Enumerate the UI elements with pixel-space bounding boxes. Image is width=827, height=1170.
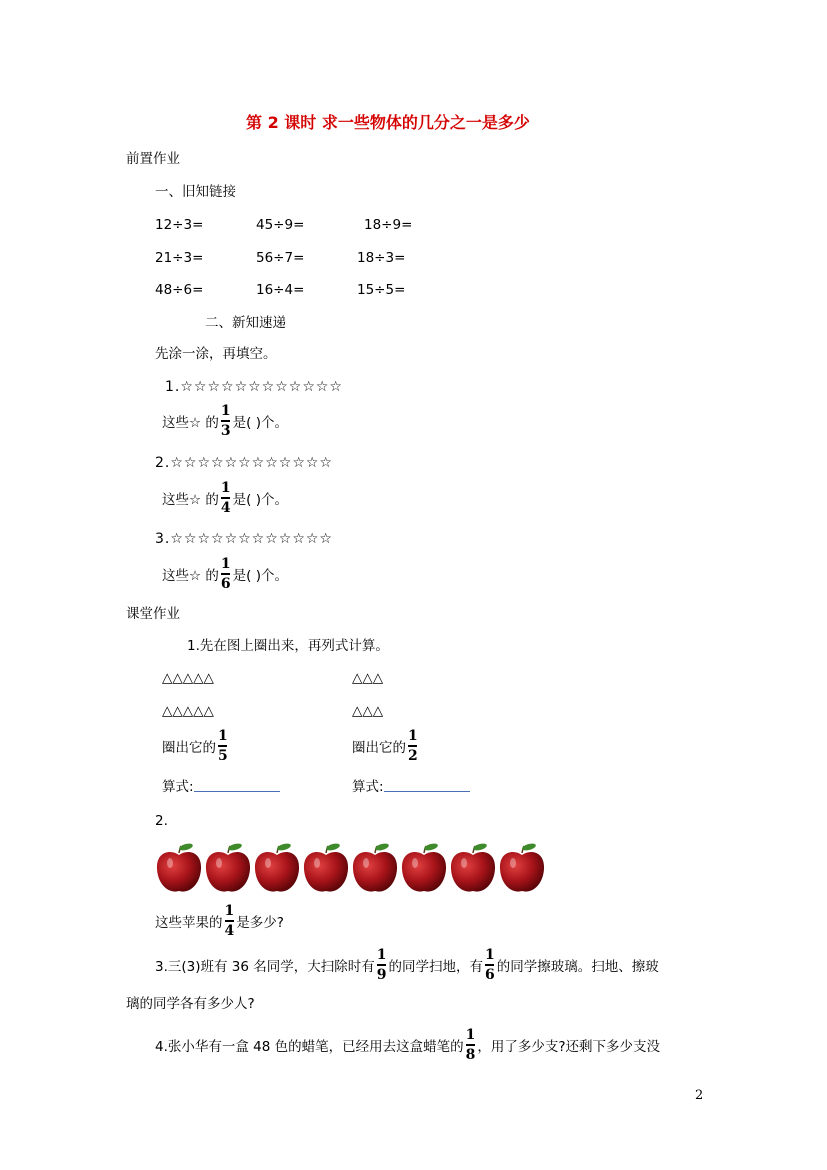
triangles-left-row2: △△△△△: [162, 703, 214, 719]
fraction: [485, 948, 495, 982]
fraction-bar: [377, 964, 386, 966]
apple-icon: [451, 843, 495, 892]
numerator: 1: [218, 728, 228, 744]
answer-blank-text: 是( )个。: [232, 567, 288, 584]
question-text: 3.三(3)班有 36 名同学，大扫除时有: [155, 958, 375, 975]
star-item-number: 1.: [165, 379, 181, 395]
apples-illustration: [155, 843, 550, 895]
denominator: 9: [376, 966, 387, 983]
denominator: 6: [220, 575, 231, 592]
drill-1-3: 18÷9=: [364, 217, 413, 233]
question-text: 的同学扫地，有: [388, 958, 484, 975]
apple-icon: [157, 843, 201, 892]
denominator: 4: [224, 922, 235, 939]
formula-label: 算式:: [352, 779, 384, 795]
formula-left: [162, 781, 280, 795]
denominator: 3: [220, 422, 231, 439]
fraction: [408, 729, 418, 763]
question-text: ，用了多少支?还剩下多少支没: [477, 1038, 661, 1055]
apple-icon: [206, 843, 250, 892]
question-text: 这些☆ 的: [162, 414, 219, 431]
numerator: 1: [408, 728, 418, 744]
formula-answer-line[interactable]: [194, 783, 280, 792]
triangles-right-row1: △△△: [352, 670, 384, 686]
fraction: [466, 1028, 476, 1062]
question-text: 这些☆ 的: [162, 491, 219, 508]
q2-question: [155, 903, 284, 940]
apple-icon: [255, 843, 299, 892]
numerator: 1: [224, 903, 235, 919]
drill-1-1: 12÷3=: [155, 217, 204, 233]
star-question-1: [162, 403, 288, 440]
star-question-3: [162, 556, 288, 593]
q3-line2: 璃的同学各有多少人?: [126, 996, 255, 1012]
drill-1-2: 45÷9=: [256, 217, 305, 233]
drill-3-3: 15÷5=: [357, 282, 406, 298]
numerator: 1: [220, 556, 231, 572]
star-item-1: [165, 380, 343, 394]
numerator: 1: [220, 403, 231, 419]
pre-homework-heading: 前置作业: [126, 151, 180, 167]
denominator: 4: [220, 499, 231, 516]
fraction-bar: [225, 920, 234, 922]
question-text: 4.张小华有一盒 48 色的蜡笔，已经用去这盒蜡笔的: [155, 1038, 464, 1055]
star-question-2: [162, 480, 288, 517]
star-item-2: [155, 456, 333, 470]
page-number: 2: [695, 1088, 704, 1103]
numerator: 1: [485, 947, 495, 963]
fraction: [221, 557, 231, 591]
circle-label-text: 圈出它的: [162, 739, 216, 756]
fraction: [221, 404, 231, 438]
fraction-bar: [408, 745, 417, 747]
section1-heading: 一、旧知链接: [155, 184, 236, 200]
apple-icon: [500, 843, 544, 892]
star-row: ☆☆☆☆☆☆☆☆☆☆☆☆: [170, 455, 333, 471]
numerator: 1: [376, 947, 387, 963]
star-row: ☆☆☆☆☆☆☆☆☆☆☆☆: [180, 379, 343, 395]
drill-3-2: 16÷4=: [256, 282, 305, 298]
circle-label-left: [162, 728, 230, 765]
fraction-bar: [466, 1044, 475, 1046]
formula-label: 算式:: [162, 779, 194, 795]
numerator: 1: [465, 1027, 476, 1043]
drill-2-3: 18÷3=: [357, 250, 406, 266]
triangles-left-row1: △△△△△: [162, 670, 214, 686]
numerator: 1: [220, 480, 231, 496]
fraction: [377, 948, 387, 982]
classwork-heading: 课堂作业: [126, 606, 180, 622]
star-row: ☆☆☆☆☆☆☆☆☆☆☆☆: [170, 531, 333, 547]
star-item-number: 2.: [155, 455, 171, 471]
formula-right: [352, 781, 470, 795]
apple-icon: [402, 843, 446, 892]
fraction-bar: [221, 420, 230, 422]
answer-blank-text: 是( )个。: [232, 491, 288, 508]
fraction-bar: [218, 745, 227, 747]
apple-icon: [353, 843, 397, 892]
question-text: 这些☆ 的: [162, 567, 219, 584]
q3-line1: [155, 947, 659, 984]
fraction-bar: [485, 964, 494, 966]
denominator: 8: [465, 1046, 476, 1063]
drill-2-1: 21÷3=: [155, 250, 204, 266]
star-item-number: 3.: [155, 531, 171, 547]
q4-line1: [155, 1027, 661, 1064]
denominator: 5: [218, 747, 228, 764]
star-item-3: [155, 532, 333, 546]
answer-blank-text: 是( )个。: [232, 414, 288, 431]
q2-number: 2.: [155, 813, 168, 829]
formula-answer-line[interactable]: [384, 783, 470, 792]
fraction-bar: [221, 497, 230, 499]
fraction: [221, 481, 231, 515]
drill-3-1: 48÷6=: [155, 282, 204, 298]
page-title: 第 2 课时 求一些物体的几分之一是多少: [246, 113, 530, 132]
question-text: 是多少?: [236, 914, 284, 931]
fraction: [218, 729, 228, 763]
question-text: 的同学擦玻璃。扫地、擦玻: [496, 958, 659, 975]
denominator: 2: [408, 747, 418, 764]
section2-instruction: 先涂一涂，再填空。: [155, 346, 277, 362]
triangles-right-row2: △△△: [352, 703, 384, 719]
denominator: 6: [485, 966, 495, 983]
circle-label-text: 圈出它的: [352, 739, 406, 756]
q1-text: 1.先在图上圈出来，再列式计算。: [187, 638, 389, 654]
question-text: 这些苹果的: [155, 914, 223, 931]
drill-2-2: 56÷7=: [256, 250, 305, 266]
fraction: [225, 904, 235, 938]
fraction-bar: [221, 573, 230, 575]
section2-heading: 二、新知速递: [205, 315, 286, 331]
apple-icon: [304, 843, 348, 892]
circle-label-right: [352, 728, 420, 765]
